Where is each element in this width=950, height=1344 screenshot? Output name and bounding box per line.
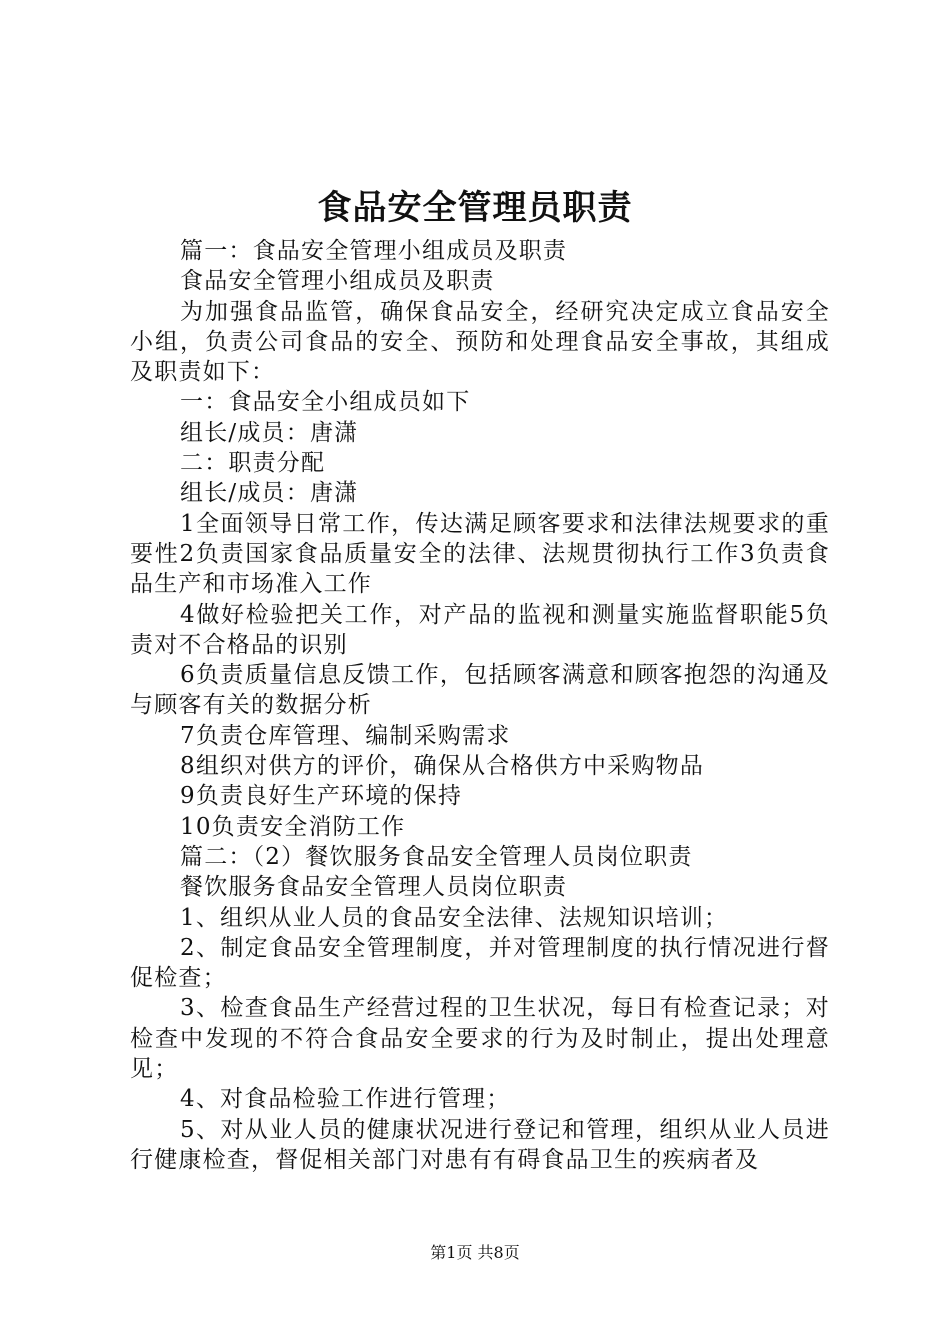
paragraph: 食品安全管理小组成员及职责 (180, 268, 495, 295)
paragraph: 4、对食品检验工作进行管理； (180, 1086, 511, 1113)
paragraph: 2、制定食品安全管理制度，并对管理制度的执行情况进行督促检查； (130, 934, 830, 992)
paragraph: 为加强食品监管，确保食品安全，经研究决定成立食品安全小组，负责公司食品的安全、预防和处理食品安全事故，其组成及职责如下： (130, 298, 830, 386)
paragraph: 3、检查食品生产经营过程的卫生状况，每日有检查记录；对检查中发现的不符合食品安全要求的行为及时制止，提出处理意见； (130, 995, 830, 1083)
paragraph: 一：食品安全小组成员如下 (180, 389, 471, 416)
paragraph: 餐饮服务食品安全管理人员岗位职责 (180, 874, 568, 901)
document-body (130, 236, 830, 1175)
paragraph: 1全面领导日常工作，传达满足顾客要求和法律法规要求的重要性2负责国家食品质量安全的法律、法规贯彻执行工作3负责食品生产和市场准入工作 (130, 510, 830, 598)
paragraph: 5、对从业人员的健康状况进行登记和管理，组织从业人员进行健康检查，督促相关部门对患有有碍食品卫生的疾病者及 (130, 1116, 830, 1173)
paragraph: 10负责安全消防工作 (180, 813, 406, 840)
document-title: 食品安全管理员职责 (317, 188, 633, 228)
paragraph: 8组织对供方的评价，确保从合格供方中采购物品 (180, 753, 705, 780)
paragraph: 组长/成员：唐潇 (180, 419, 359, 446)
paragraph: 7负责仓库管理、编制采购需求 (180, 722, 511, 749)
paragraph: 篇二：（2）餐饮服务食品安全管理人员岗位职责 (180, 843, 693, 870)
paragraph: 篇一：食品安全管理小组成员及职责 (180, 238, 568, 264)
paragraph: 6负责质量信息反馈工作，包括顾客满意和顾客抱怨的沟通及与顾客有关的数据分析 (130, 662, 830, 719)
paragraph: 1、组织从业人员的食品安全法律、法规知识培训； (180, 904, 729, 931)
paragraph: 二：职责分配 (180, 450, 326, 477)
paragraph: 9负责良好生产环境的保持 (180, 783, 463, 810)
paragraph: 4做好检验把关工作，对产品的监视和测量实施监督职能5负责对不合格品的识别 (130, 601, 830, 658)
page-footer: 第1页 共8页 (430, 1243, 520, 1262)
paragraph: 组长/成员：唐潇 (180, 480, 359, 507)
